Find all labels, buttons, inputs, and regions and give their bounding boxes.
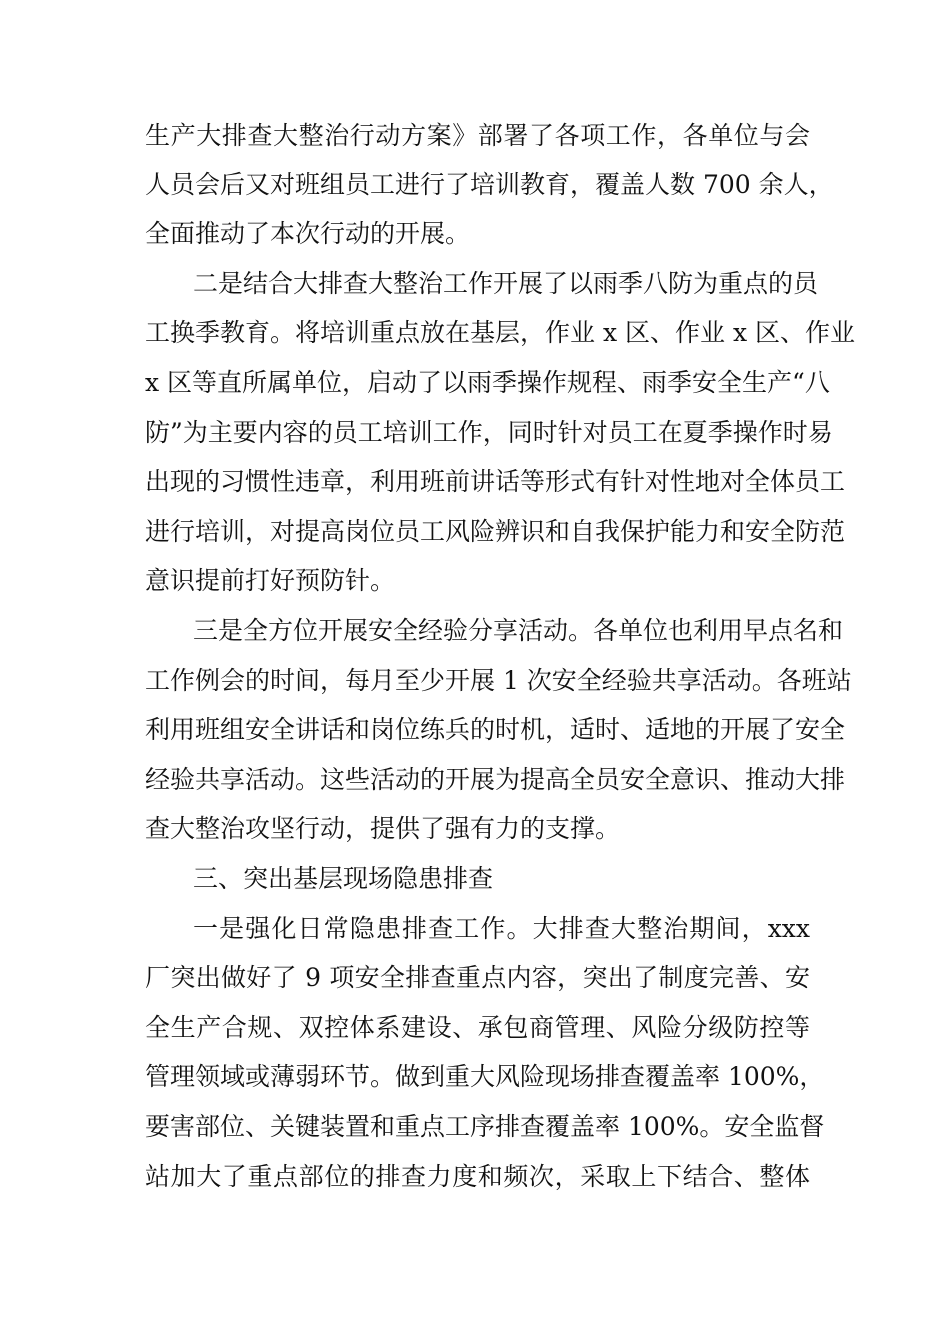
text-line-1: 生产大排查大整治行动方案》部署了各项工作，各单位与会 [145,121,810,150]
text-line-7: 防”为主要内容的员工培训工作，同时针对员工在夏季操作时易 [145,418,833,447]
text-line-14: 经验共享活动。这些活动的开展为提高全员安全意识、推动大排 [145,765,846,794]
text-line-9: 进行培训，对提高岗位员工风险辨识和自我保护能力和安全防范 [145,517,846,546]
text-line-8: 出现的习惯性违章，利用班前讲话等形式有针对性地对全体员工 [145,467,846,496]
section-heading: 三、突出基层现场隐患排查 [193,864,494,893]
text-line-22: 站加大了重点部位的排查力度和频次，采取上下结合、整体 [145,1162,810,1191]
text-line-6: x 区等直所属单位，启动了以雨季操作规程、雨季安全生产“八 [145,368,830,397]
text-line-17: 一是强化日常隐患排查工作。大排查大整治期间，xxx [193,914,810,943]
text-line-20: 管理领域或薄弱环节。做到重大风险现场排查覆盖率 100%， [145,1062,825,1091]
text-line-2: 人员会后又对班组员工进行了培训教育，覆盖人数 700 余人， [145,170,834,199]
text-line-13: 利用班组安全讲话和岗位练兵的时机，适时、适地的开展了安全 [145,715,846,744]
text-line-5: 工换季教育。将培训重点放在基层，作业 x 区、作业 x 区、作业 [145,318,855,347]
text-line-21: 要害部位、关键装置和重点工序排查覆盖率 100%。安全监督 [145,1112,825,1141]
text-line-4: 二是结合大排查大整治工作开展了以雨季八防为重点的员 [193,269,819,298]
text-line-18: 厂突出做好了 9 项安全排查重点内容，突出了制度完善、安 [145,963,810,992]
text-line-15: 查大整治攻坚行动，提供了强有力的支撑。 [145,814,621,843]
text-line-19: 全生产合规、双控体系建设、承包商管理、风险分级防控等 [145,1013,810,1042]
text-line-12: 工作例会的时间，每月至少开展 1 次安全经验共享活动。各班站 [145,666,852,695]
text-line-10: 意识提前打好预防针。 [145,566,396,595]
text-line-3: 全面推动了本次行动的开展。 [145,219,471,248]
text-line-11: 三是全方位开展安全经验分享活动。各单位也利用早点名和 [193,616,844,645]
